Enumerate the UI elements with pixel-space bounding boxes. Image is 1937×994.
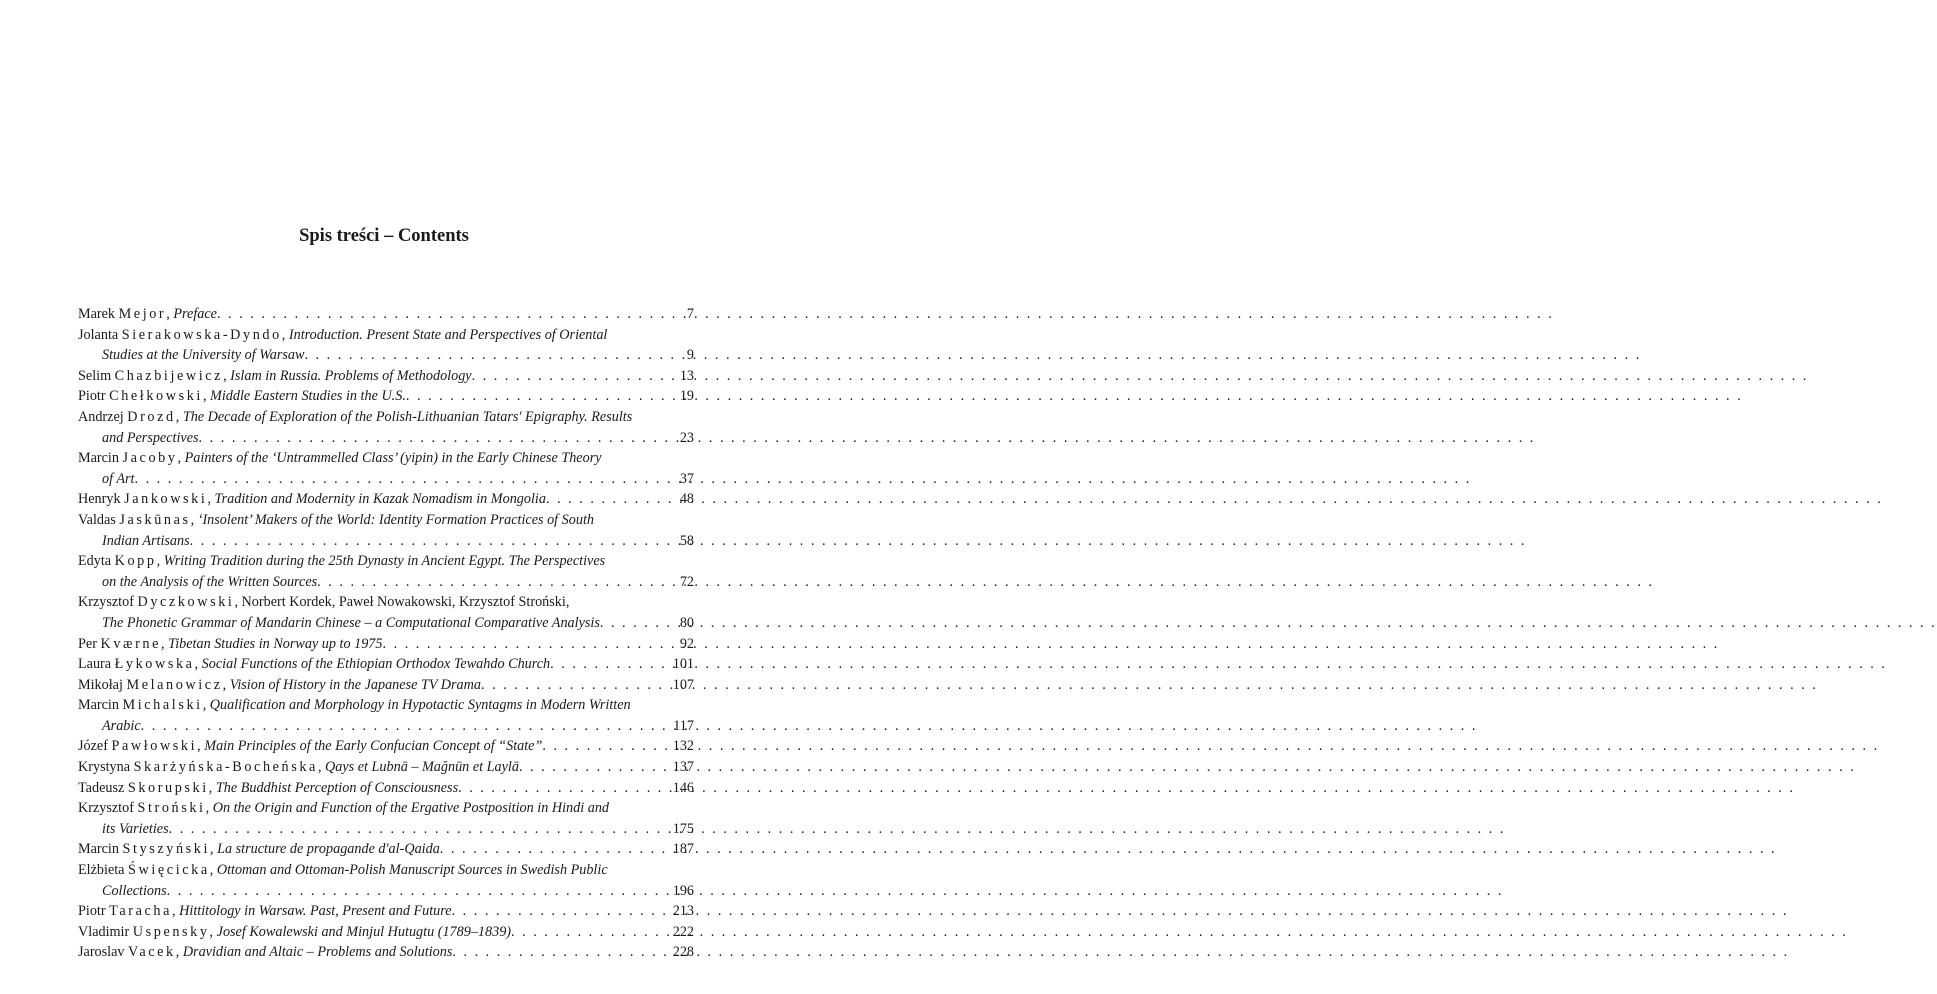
author-surname: Mejor (118, 306, 167, 322)
title-line: Studies at the University of Warsaw (102, 347, 305, 364)
toc-entry[interactable] (78, 325, 694, 366)
entry-text: Krzysztof Stroński, On the Origin and Function of the Ergative Postposition in Hindi and its Varieties . . . (78, 798, 636, 839)
entry-text: Tadeusz Skorupski, The Buddhist Perception of Consciousness . . . (78, 778, 636, 799)
author-surname: Sierakowska-Dyndo (121, 326, 282, 343)
title-line: ‘Insolent’ Makers of the World: Identity Formation Practices of South (197, 511, 594, 528)
page-number: 7 (686, 306, 694, 322)
author-surname: Stroński (137, 800, 206, 817)
page-number: 80 (679, 614, 694, 631)
author-surname: Skarżyńska-Bocheńska (133, 759, 318, 776)
page-number: 92 (679, 635, 694, 652)
author-first-name: Jaroslav (78, 944, 125, 961)
author-first-name: Krzysztof (78, 800, 134, 817)
author-first-name: Per (78, 635, 97, 652)
author-surname: Taracha (109, 903, 173, 920)
entry-text: Marcin Jacoby, Painters of the ‘Untrammelled Class’ (yipin) in the Early Chinese Theory of Art . . . (78, 448, 636, 489)
author-first-name: Laura (78, 656, 112, 673)
title-line: Hittitology in Warsaw. Past, Present and Future (179, 903, 452, 920)
toc-entry[interactable] (78, 304, 694, 325)
title-line: On the Origin and Function of the Ergative Postposition in Hindi and (212, 800, 610, 817)
entry-text: Marek Mejor, Preface . . . (78, 304, 636, 325)
toc-entry[interactable] (78, 675, 694, 696)
author-first-name: Piotr (78, 903, 106, 920)
entry-text: Marcin Styszyński, La structure de propagande d'al-Qaida . . . (78, 839, 636, 860)
author-surname: Jacoby (122, 450, 178, 467)
dot-leader (600, 613, 1937, 634)
entry-text: Vladimir Uspensky, Josef Kowalewski and Minjul Hutugtu (1789–1839) . . . (78, 922, 636, 943)
title-line: Dravidian and Altaic – Problems and Solutions (182, 944, 453, 961)
entry-text: Krystyna Skarżyńska-Bocheńska, Qays et Lubnā – Mağnūn et Laylā . . . (78, 757, 636, 778)
page-number: 72 (679, 573, 694, 590)
dot-leader (141, 716, 1478, 737)
toc-entry[interactable] (78, 448, 694, 489)
dot-leader (406, 386, 1743, 407)
title-line: Writing Tradition during the 25th Dynasty in Ancient Egypt. The Perspectives (163, 553, 606, 570)
page-number: 222 (672, 923, 694, 940)
page-number: 213 (672, 903, 694, 920)
entry-text: Valdas Jaskūnas, ‘Insolent’ Makers of the World: Identity Formation Practices of South Indian Artisans . . . (78, 510, 636, 551)
author-first-name: Jolanta (78, 326, 119, 343)
title-line: Main Principles of the Early Confucian Concept of “State” (204, 738, 543, 755)
title-line: Vision of History in the Japanese TV Drama (229, 676, 481, 693)
author-first-name: Valdas (78, 511, 116, 528)
page-number: 37 (679, 470, 694, 487)
toc-entry[interactable] (78, 634, 694, 655)
title-line: Introduction. Present State and Perspectives of Oriental (288, 326, 608, 343)
dot-leader (304, 345, 1641, 366)
toc-entry[interactable] (78, 366, 694, 387)
author-first-name: Andrzej (78, 408, 124, 425)
coauthors: Norbert Kordek, Paweł Nowakowski, Krzysztof Stroński, (241, 594, 570, 611)
author-first-name: Vladimir (78, 923, 130, 940)
author-surname: Chazbijewicz (114, 367, 224, 384)
entry-text: Jaroslav Vacek, Dravidian and Altaic – Problems and Solutions . . . (78, 942, 636, 963)
title-line: The Phonetic Grammar of Mandarin Chinese – a Computational Comparative Analysis (102, 614, 600, 631)
toc-entry[interactable] (78, 839, 694, 860)
author-first-name: Marcin (78, 697, 119, 714)
dot-leader (317, 572, 1654, 593)
author-surname: Łykowska (114, 656, 195, 673)
title-line: and Perspectives (102, 429, 199, 446)
author-surname: Skorupski (127, 779, 209, 796)
page-number: 58 (679, 532, 694, 549)
page-number: 228 (672, 944, 694, 961)
page-number: 9 (686, 347, 694, 364)
toc-entry[interactable] (78, 860, 694, 901)
page-number: 137 (672, 759, 694, 776)
page-number: 48 (679, 491, 694, 508)
toc-entry[interactable] (78, 407, 694, 448)
author-first-name: Mikołaj (78, 676, 123, 693)
page-number: 117 (673, 717, 694, 734)
author-first-name: Marcin (78, 841, 119, 858)
author-first-name: Krystyna (78, 759, 131, 776)
toc-entry[interactable] (78, 922, 694, 943)
page-number: 107 (672, 676, 694, 693)
entry-text: Andrzej Drozd, The Decade of Exploration of the Polish-Lithuanian Tatars' Epigraphy. Results and Perspectives . . . (78, 407, 636, 448)
title-line: Qays et Lubnā – Mağnūn et Laylā (325, 759, 519, 776)
page-number: 13 (679, 367, 694, 384)
dot-leader (169, 819, 1506, 840)
page-number: 132 (672, 738, 694, 755)
dot-leader (190, 531, 1527, 552)
page-number: 146 (672, 779, 694, 796)
author-first-name: Marcin (78, 450, 119, 467)
author-surname: Dyczkowski (137, 594, 235, 611)
author-surname: Kværne (100, 635, 161, 652)
entry-text: Selim Chazbijewicz, Islam in Russia. Problems of Methodology . . . (78, 366, 636, 387)
dot-leader (383, 634, 1720, 655)
page-number: 101 (672, 656, 694, 673)
author-surname: Kopp (114, 553, 157, 570)
author-surname: Uspensky (132, 923, 210, 940)
dot-leader (542, 736, 1879, 757)
title-line: on the Analysis of the Written Sources (102, 573, 318, 590)
dot-leader (546, 489, 1883, 510)
page-number: 187 (672, 841, 694, 858)
title-line: its Varieties (102, 820, 169, 837)
toc-entry[interactable] (78, 778, 694, 799)
title-line: La structure de propagande d'al-Qaida (217, 841, 440, 858)
author-surname: Drozd (127, 408, 176, 425)
title-line: Tradition and Modernity in Kazak Nomadism in Mongolia (214, 491, 546, 508)
title-line: Collections (102, 882, 167, 899)
toc-entry[interactable] (78, 592, 694, 633)
dot-leader (217, 304, 1554, 325)
dot-leader (167, 881, 1504, 902)
author-first-name: Marek (78, 306, 116, 322)
entry-text: Krzysztof Dyczkowski, Norbert Kordek, Paweł Nowakowski, Krzysztof Stroński, The Phonetic Grammar of Mandarin Chinese – a Computational Comparative Analysis . . . (78, 592, 636, 633)
author-surname: Styszyński (122, 841, 211, 858)
title-line: of Art (102, 470, 135, 487)
contents-page (0, 0, 768, 994)
table-of-contents (78, 304, 694, 963)
dot-leader (511, 922, 1848, 943)
author-surname: Pawłowski (111, 738, 198, 755)
dot-leader (550, 654, 1887, 675)
toc-entry[interactable] (78, 757, 694, 778)
entry-text: Laura Łykowska, Social Functions of the Ethiopian Orthodox Tewahdo Church . . . (78, 654, 636, 675)
title-line: Painters of the ‘Untrammelled Class’ (yipin) in the Early Chinese Theory (184, 450, 602, 467)
title-line: Preface (173, 306, 217, 322)
entry-text: Józef Pawłowski, Main Principles of the Early Confucian Concept of “State” . . . (78, 736, 636, 757)
title-line: The Decade of Exploration of the Polish-Lithuanian Tatars' Epigraphy. Results (182, 408, 633, 425)
title-line: The Buddhist Perception of Consciousness (215, 779, 459, 796)
title-line: Josef Kowalewski and Minjul Hutugtu (1789–1839) (216, 923, 512, 940)
author-surname: Jaskūnas (119, 511, 191, 528)
author-first-name: Henryk (78, 491, 121, 508)
author-surname: Melanowicz (126, 676, 223, 693)
author-first-name: Józef (78, 738, 108, 755)
author-first-name: Piotr (78, 388, 106, 405)
author-surname: Chełkowski (109, 388, 203, 405)
entry-text: Per Kværne, Tibetan Studies in Norway up to 1975 . . . (78, 634, 636, 655)
page-number: 19 (679, 388, 694, 405)
entry-text: Edyta Kopp, Writing Tradition during the 25th Dynasty in Ancient Egypt. The Perspectives on the Analysis of the Written Sources . . . (78, 551, 636, 592)
dot-leader (519, 757, 1856, 778)
toc-entry[interactable] (78, 942, 694, 963)
entry-text: Piotr Taracha, Hittitology in Warsaw. Past, Present and Future . . . (78, 901, 636, 922)
title-line: Middle Eastern Studies in the U.S. (210, 388, 406, 405)
entry-text: Elżbieta Święcicka, Ottoman and Ottoman-Polish Manuscript Sources in Swedish Public Collections . . . (78, 860, 636, 901)
author-first-name: Selim (78, 367, 112, 384)
page-number: 23 (679, 429, 694, 446)
page-number: 196 (672, 882, 694, 899)
title-line: Arabic (102, 717, 141, 734)
title-line: Ottoman and Ottoman-Polish Manuscript Sources in Swedish Public (216, 862, 608, 879)
entry-text: Piotr Chełkowski, Middle Eastern Studies in the U.S. . . . (78, 386, 636, 407)
toc-entry[interactable] (78, 654, 694, 675)
title-line: Social Functions of the Ethiopian Orthodox Tewahdo Church (201, 656, 551, 673)
author-first-name: Krzysztof (78, 594, 134, 611)
entry-text: Marcin Michalski, Qualification and Morphology in Hypotactic Syntagms in Modern Written Arabic . . . (78, 695, 636, 736)
author-surname: Jankowski (124, 491, 208, 508)
title-line: Tibetan Studies in Norway up to 1975 (168, 635, 383, 652)
author-surname: Michalski (122, 697, 203, 714)
toc-entry[interactable] (78, 901, 694, 922)
title-line: Islam in Russia. Problems of Methodology (230, 367, 472, 384)
toc-entry[interactable] (78, 695, 694, 736)
toc-entry[interactable] (78, 798, 694, 839)
page-number: 175 (672, 820, 694, 837)
author-first-name: Elżbieta (78, 862, 125, 879)
toc-entry[interactable] (78, 551, 694, 592)
author-surname: Vacek (128, 944, 176, 961)
toc-entry[interactable] (78, 510, 694, 551)
title-line: Indian Artisans (102, 532, 190, 549)
author-surname: Święcicka (128, 862, 210, 879)
title-line: Qualification and Morphology in Hypotactic Syntagms in Modern Written (209, 697, 631, 714)
toc-entry[interactable] (78, 386, 694, 407)
author-first-name: Tadeusz (78, 779, 125, 796)
author-first-name: Edyta (78, 553, 112, 570)
dot-leader (199, 428, 1536, 449)
entry-text: Mikołaj Melanowicz, Vision of History in the Japanese TV Drama . . . (78, 675, 636, 696)
toc-entry[interactable] (78, 736, 694, 757)
page-title: Spis treści – Contents (299, 226, 469, 246)
toc-entry[interactable] (78, 489, 694, 510)
entry-text: Jolanta Sierakowska-Dyndo, Introduction. Present State and Perspectives of Oriental Studies at the University of Warsaw . . . (78, 325, 636, 366)
entry-text: Henryk Jankowski, Tradition and Modernity in Kazak Nomadism in Mongolia . . . (78, 489, 636, 510)
dot-leader (134, 469, 1471, 490)
